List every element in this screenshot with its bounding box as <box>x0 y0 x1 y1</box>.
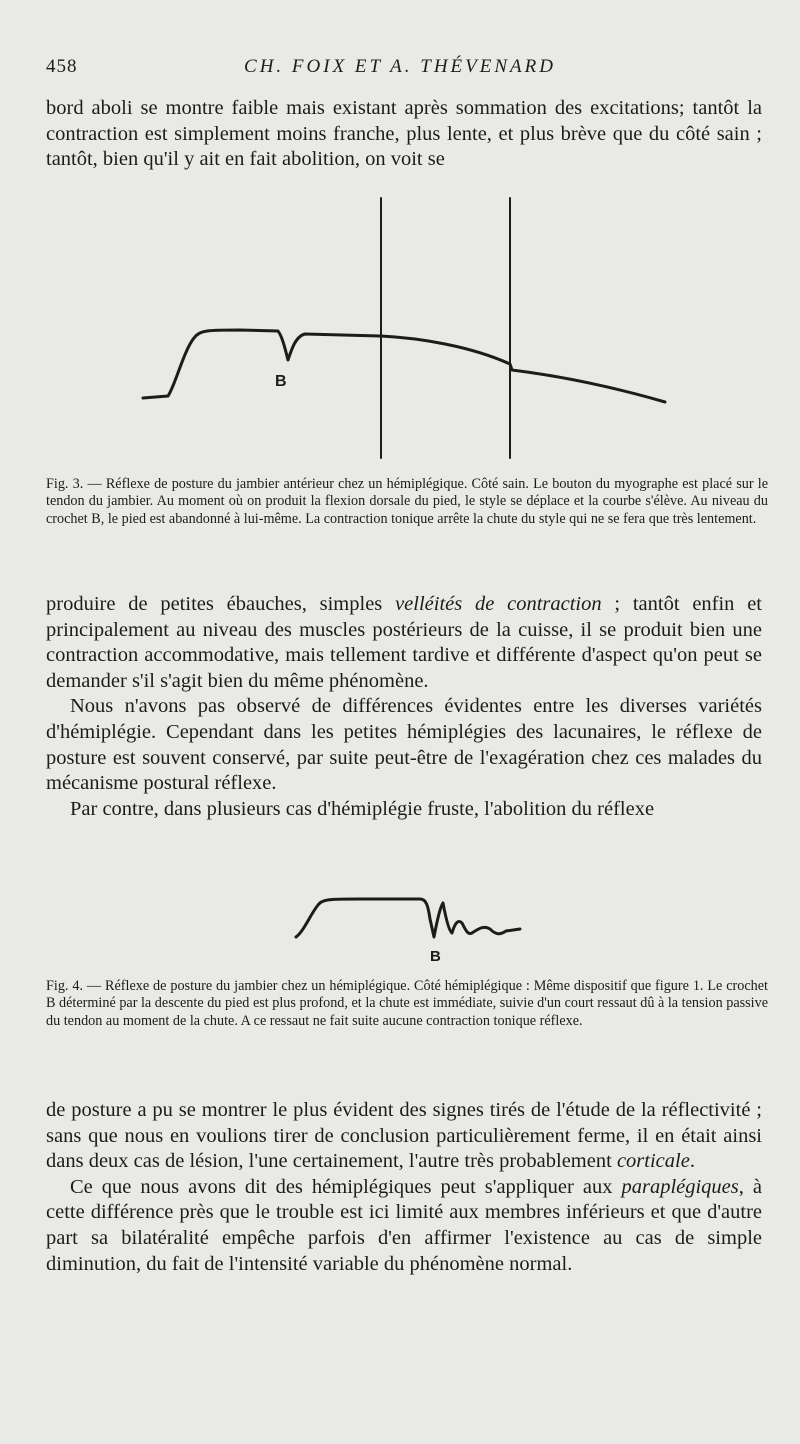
paragraph: bord aboli se montre faible mais existant après sommation des excitations; tantôt la contraction est simplement moins franche, plus lente, et plus brève que du côté sain ; tantôt, bien qu'il y ait en fait abolition, on voit se <box>46 97 762 171</box>
paragraph-italic: paraplégiques <box>621 1175 739 1198</box>
figure-4-caption: Fig. 4. — Réflexe de posture du jambier chez un hémiplégique. Côté hémiplégique : Même dispositif que figure 1. Le crochet B déterminé par la descente du pied est plus profond, et la chute est immédiate, suivie d'un court ressaut dû à la tension passive du tendon au moment de la chute. A ce ressaut ne fait suite aucune contraction tonique réflexe. <box>46 978 768 1029</box>
text-block-top <box>46 96 762 173</box>
paragraph-italic: corticale <box>616 1150 690 1173</box>
figure-4-tracing <box>0 885 800 970</box>
paragraph <box>46 1098 762 1175</box>
paragraph-italic: velléités de contraction <box>395 593 602 615</box>
paragraph-text: ; tantôt enfin et principalement au niveau des muscles postérieurs de la cuisse, il se produit bien une contraction accommodative, mais tellement tardive et différente d'aspect qu'on peut se demander s'il s'agit bien du même phénomène. <box>46 593 763 692</box>
paragraph <box>46 1175 762 1277</box>
text-block-bottom <box>46 1098 762 1277</box>
fig4-curve <box>296 899 520 937</box>
figure-3-tracing <box>0 190 800 470</box>
paragraph-text: . <box>689 1150 695 1173</box>
paragraph-text: de posture a pu se montrer le plus évident des signes tirés de l'étude de la réflectivité ; sans que nous en voulions tirer de conclusion particulièrement ferme, il en était ainsi dans deux cas de lésion, l'une certainement, l'autre très probablement <box>46 1099 762 1173</box>
paragraph-text: produire de petites ébauches, simples <box>46 593 396 615</box>
paragraph: Nous n'avons pas observé de différences évidentes entre les diverses variétés d'hémiplégie. Cependant dans les petites hémiplégies des lacunaires, le réflexe de posture est souvent conservé, par suite peut-être de l'exagération chez ces malades du mécanisme postural réflexe. <box>46 695 762 795</box>
page-number: 458 <box>46 56 78 77</box>
paragraph <box>46 592 762 694</box>
fig4-marker-b: B <box>430 948 441 965</box>
fig3-curve <box>143 330 665 402</box>
paragraph-text: Ce que nous avons dit des hémiplégiques peut s'appliquer aux <box>70 1175 622 1198</box>
paragraph-text: , à cette différence près que le trouble est ici limité aux membres inférieurs et que d'autre part sa bilatéralité empêche parfois d'en affirmer l'existence au cas de simple diminution, du fait de l'intensité variable du phénomène normal. <box>46 1175 762 1275</box>
text-block-middle <box>46 592 762 822</box>
fig3-marker-b: B <box>275 373 287 390</box>
page-header <box>46 56 754 82</box>
paragraph: Par contre, dans plusieurs cas d'hémiplégie fruste, l'abolition du réflexe <box>70 797 655 820</box>
figure-3-caption: Fig. 3. — Réflexe de posture du jambier antérieur chez un hémiplégique. Côté sain. Le bouton du myographe est placé sur le tendon du jambier. Au moment où on produit la flexion dorsale du pied, le style se déplace et la courbe s'élève. Au niveau du crochet B, le pied est abandonné à lui-même. La contraction tonique arrête la chute du style qui ne se fera que très lentement. <box>46 476 768 527</box>
running-title: CH. FOIX ET A. THÉVENARD <box>244 56 556 77</box>
